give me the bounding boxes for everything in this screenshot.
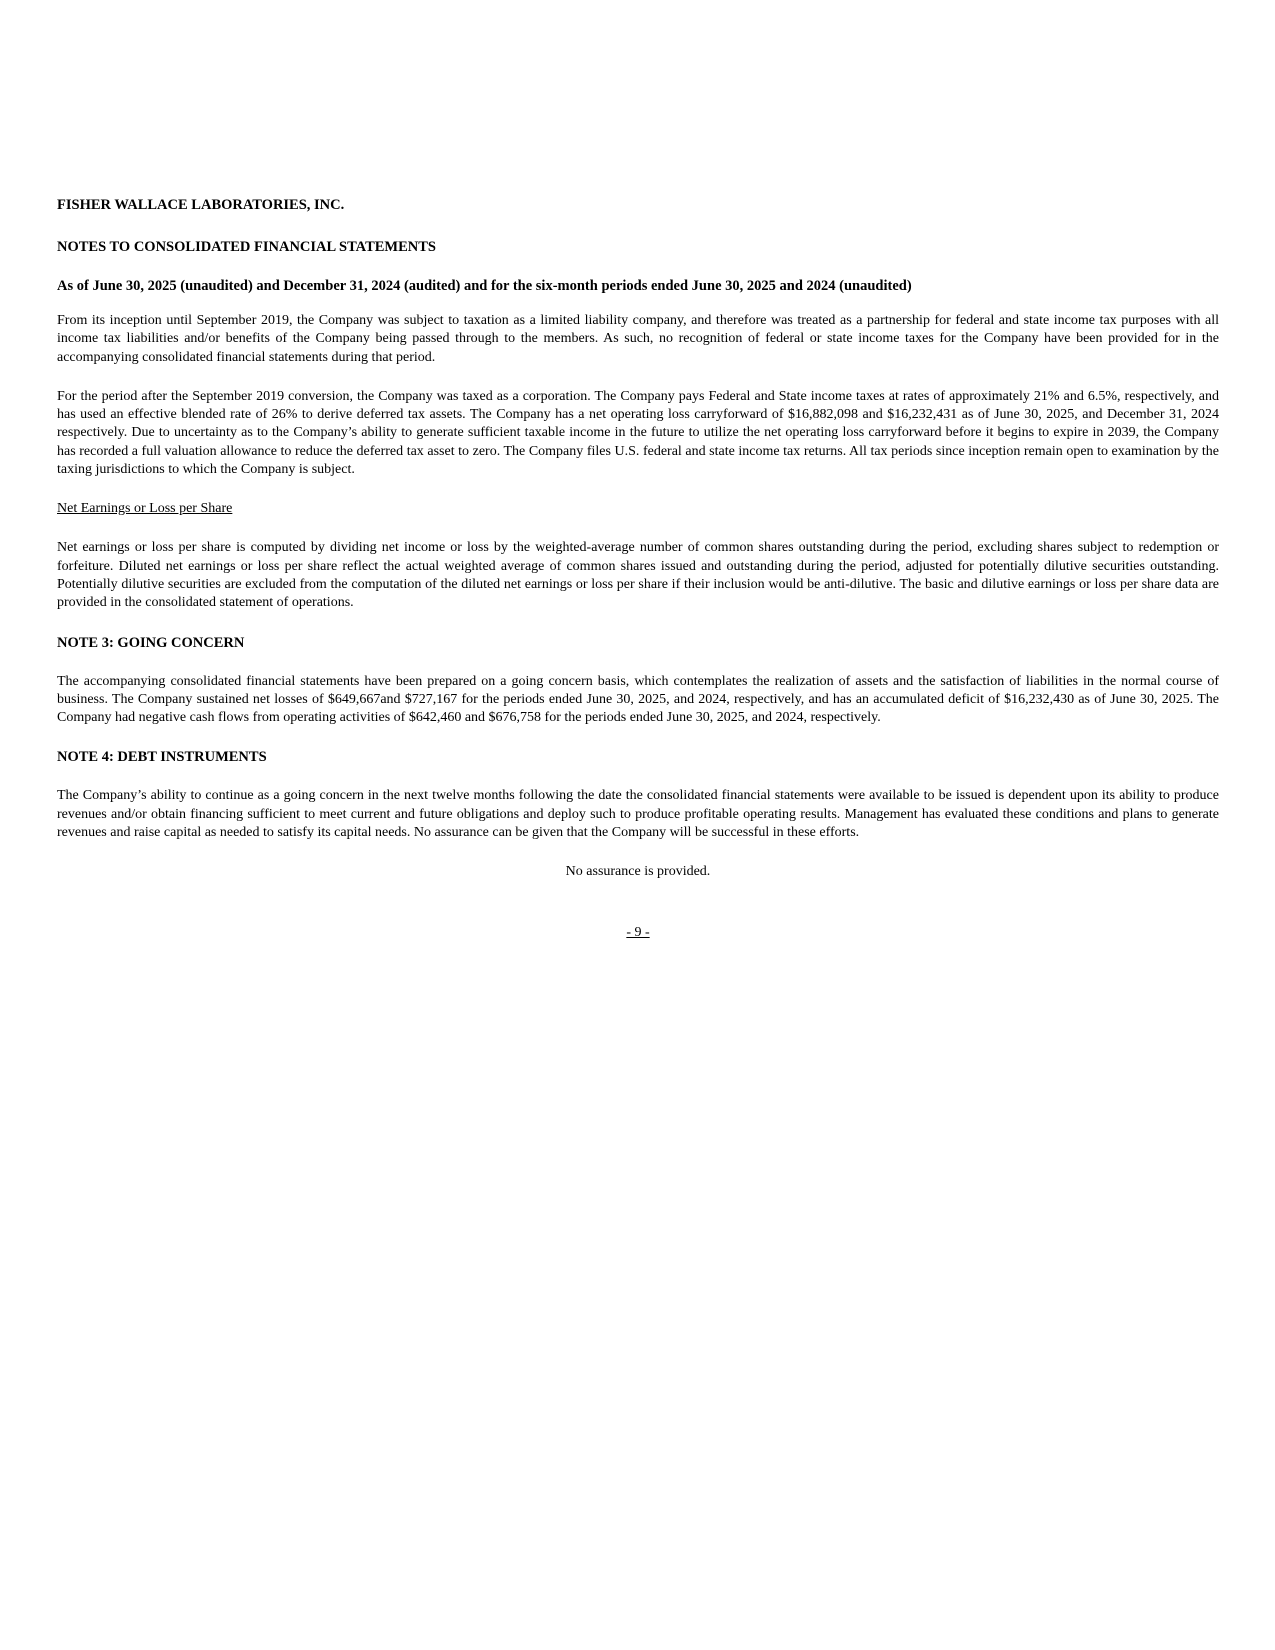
page-number: - 9 - [626, 925, 650, 941]
note-4-paragraph: The Company’s ability to continue as a going concern in the next twelve months following the date the consolidated financial statements were available to be issued is dependent upon its ability to produce revenues and/or obtain financing sufficient to meet current and future obligations and deploy such to produce profitable operating results. Management has evaluated these conditions and plans to generate revenues and raise capital as needed to satisfy its capital needs. No assurance can be given that the Company will be successful in these efforts. [57, 788, 1219, 841]
eps-subheading: Net Earnings or Loss per Share [57, 501, 233, 517]
period-title: As of June 30, 2025 (unaudited) and December 31, 2024 (audited) and for the six-month periods ended June 30, 2025 and 2024 (unaudited) [57, 278, 912, 294]
notes-title: NOTES TO CONSOLIDATED FINANCIAL STATEMENTS [57, 239, 436, 255]
note-3-heading: NOTE 3: GOING CONCERN [57, 634, 245, 651]
document-page [57, 196, 1219, 942]
eps-paragraph: Net earnings or loss per share is computed by dividing net income or loss by the weighted-average number of common shares outstanding during the period, excluding shares subject to redemption or forfeiture. Diluted net earnings or loss per share reflect the actual weighted average of common shares issued and outstanding during the period, adjusted for potentially dilutive securities outstanding. Potentially dilutive securities are excluded from the computation of the diluted net earnings or loss per share if their inclusion would be anti-dilutive. The basic and dilutive earnings or loss per share data are provided in the consolidated statement of operations. [57, 540, 1219, 611]
tax-corporation-paragraph: For the period after the September 2019 conversion, the Company was taxed as a corporation. The Company pays Federal and State income taxes at rates of approximately 21% and 6.5%, respectively, and has used an effective blended rate of 26% to derive deferred tax assets. The Company has a net operating loss carryforward of $16,882,098 and $16,232,431 as of June 30, 2025, and December 31, 2024 respectively. Due to uncertainty as to the Company’s ability to generate sufficient taxable income in the future to utilize the net operating loss carryforward before it begins to expire in 2039, the Company has recorded a full valuation allowance to reduce the deferred tax asset to zero. The Company files U.S. federal and state income tax returns. All tax periods since inception remain open to examination by the taxing jurisdictions to which the Company is subject. [57, 388, 1219, 478]
closing-line: No assurance is provided. [565, 864, 711, 880]
tax-llc-paragraph: From its inception until September 2019, the Company was subject to taxation as a limited liability company, and therefore was treated as a partnership for federal and state income tax purposes with all income tax liabilities and/or benefits of the Company being passed through to the members. As such, no recognition of federal or state income taxes for the Company have been provided for in the accompanying consolidated financial statements during that period. [57, 313, 1219, 365]
note-4-heading: NOTE 4: DEBT INSTRUMENTS [57, 749, 267, 766]
company-name: FISHER WALLACE LABORATORIES, INC. [57, 197, 345, 213]
note-3-paragraph: The accompanying consolidated financial statements have been prepared on a going concern basis, which contemplates the realization of assets and the satisfaction of liabilities in the normal course of business. The Company sustained net losses of $649,667and $727,167 for the periods ended June 30, 2025, and 2024, respectively, and has an accumulated deficit of $16,232,430 as of June 30, 2025. The Company had negative cash flows from operating activities of $642,460 and $676,758 for the periods ended June 30, 2025, and 2024, respectively. [57, 673, 1219, 726]
